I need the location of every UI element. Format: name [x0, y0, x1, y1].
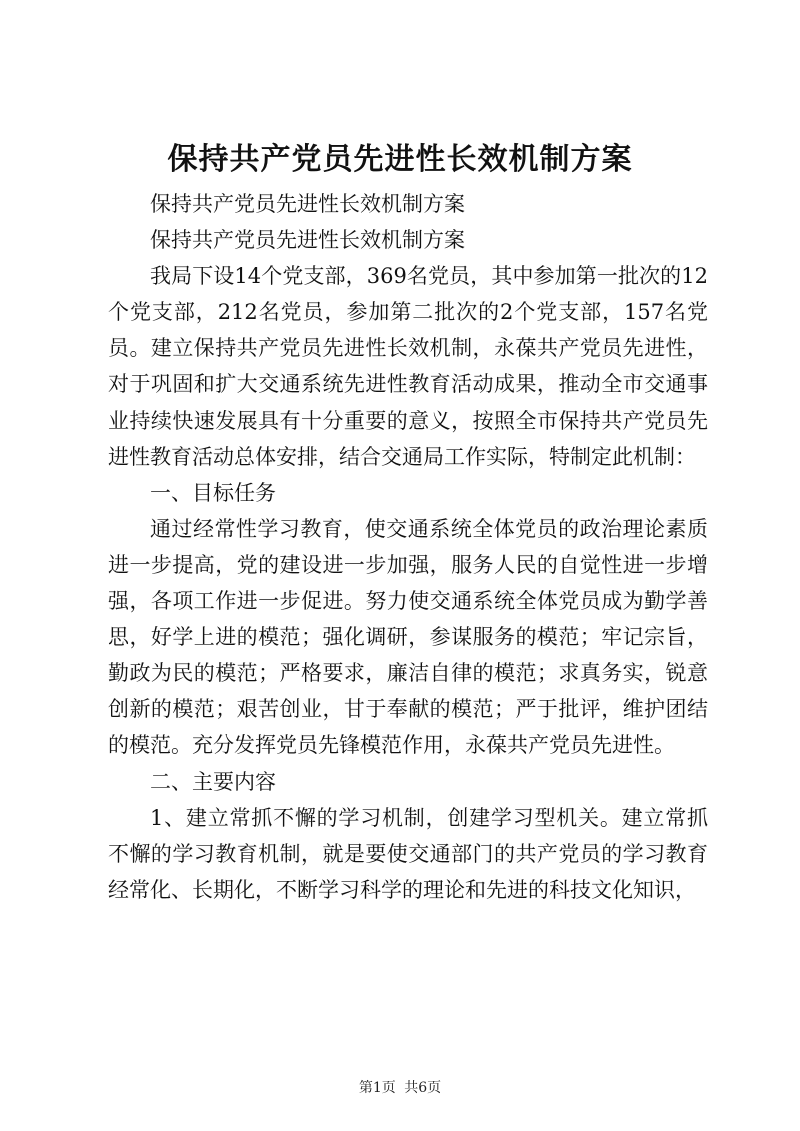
subtitle-line: 保持共产党员先进性长效机制方案: [150, 192, 465, 216]
document-body: [108, 186, 708, 908]
page-footer: [0, 1078, 800, 1098]
intro-paragraph: 我局下设14个党支部，369名党员，其中参加第一批次的12个党支部，212名党员，参加第二批次的2个党支部，157名党员。建立保持共产党员先进性长效机制，永葆共产党员先进性，对于巩固和扩大交通系统先进性教育活动成果，推动全市交通事业持续快速发展具有十分重要的意义，按照全市保持共产党员先进性教育活动总体安排，结合交通局工作实际，特制定此机制：: [108, 264, 708, 469]
section-heading: 一、目标任务: [150, 480, 276, 505]
goals-paragraph: 通过经常性学习教育，使交通系统全体党员的政治理论素质进一步提高，党的建设进一步加强，服务人民的自觉性进一步增强，各项工作进一步促进。努力使交通系统全体党员成为勤学善思，好学上进的模范；强化调研，参谋服务的模范；牢记宗旨，勤政为民的模范；严格要求，廉洁自律的模范；求真务实，锐意创新的模范；艰苦创业，甘于奉献的模范；严于批评，维护团结的模范。充分发挥党员先锋模范作用，永葆共产党员先进性。: [108, 516, 708, 758]
section-heading: 二、主要内容: [150, 769, 276, 794]
page-total: 共6页: [404, 1080, 442, 1096]
page-number: 第1页: [358, 1080, 396, 1096]
document-title: 保持共产党员先进性长效机制方案: [167, 142, 633, 177]
content-paragraph: 1、建立常抓不懈的学习机制，创建学习型机关。建立常抓不懈的学习教育机制，就是要使交通部门的共产党员的学习教育经常化、长期化，不断学习科学的理论和先进的科技文化知识，: [108, 805, 708, 902]
subtitle-line: 保持共产党员先进性长效机制方案: [150, 228, 465, 253]
